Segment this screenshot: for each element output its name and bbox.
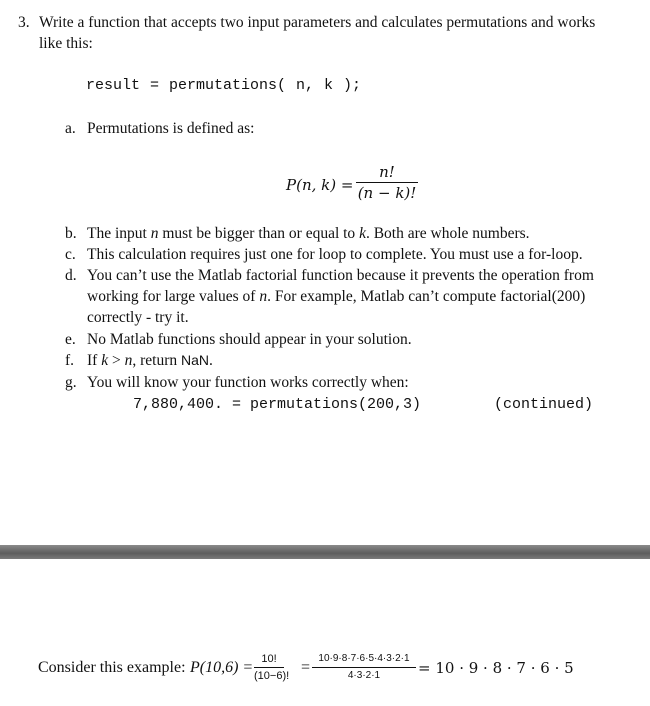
formula-numerator: n! [379,163,395,181]
list-item-a [0,120,650,142]
item-marker: a. [65,120,76,137]
item-text-line2: working for large values of n. For example, Matlab can’t compute factorial(200) [87,288,586,305]
formula-fraction [356,163,418,202]
item-marker: b. [65,225,77,242]
fraction-1-numerator: 10! [261,653,277,665]
permutation-formula [284,163,424,211]
formula-denominator: (n − k)! [357,184,417,202]
item-marker: f. [65,352,75,369]
fraction-2-numerator: 10·9·8·7·6·5·4·3·2·1 [318,653,410,664]
example-result: = 10 · 9 · 8 · 7 · 6 · 5 [418,659,574,677]
list-item-b [0,225,650,247]
example-equation [0,650,650,700]
item-text: Permutations is defined as: [87,120,255,137]
example-equals: = [301,659,311,676]
item-text: You will know your function works correctly when: [87,374,409,391]
item-text-line1: You can’t use the Matlab factorial function because it prevents the operation from [87,267,594,284]
fraction-bar [312,667,416,668]
page-break-divider [0,545,650,559]
example-label: Consider this example: [38,659,186,676]
example-call-code: 7,880,400. = permutations(200,3) [133,396,422,413]
example-fraction-2 [312,652,416,683]
item-text-line3: correctly - try it. [87,309,189,326]
code-call: result = permutations( n, k ); [86,77,362,94]
formula-lhs: P(n, k) = [286,176,354,194]
example-lhs: P(10,6) = [190,659,254,676]
problem-intro-line1: Write a function that accepts two input parameters and calculates permutations and works [39,14,596,31]
problem-intro-line2: like this: [39,35,93,52]
item-text: The input n must be bigger than or equal to k. Both are whole numbers. [87,225,530,242]
fraction-1-denominator: (10−6)! [254,670,290,682]
list-item-g [0,374,650,396]
item-text: If k > n, return NaN. [87,352,213,369]
item-marker: d. [65,267,77,284]
item-text: No Matlab functions should appear in your solution. [87,331,412,348]
continued-note: (continued) [494,396,594,413]
list-item-d [0,267,650,331]
list-item-c [0,246,650,268]
fraction-2-denominator: 4·3·2·1 [347,670,381,681]
fraction-bar [356,182,418,183]
list-item-f [0,352,650,374]
item-marker: e. [65,331,76,348]
fraction-bar [254,667,284,668]
example-fraction-1 [254,652,290,683]
problem-number: 3. [18,14,30,31]
list-item-e [0,331,650,353]
item-marker: g. [65,374,77,391]
item-marker: c. [65,246,76,263]
item-text: This calculation requires just one for loop to complete. You must use a for-loop. [87,246,583,263]
